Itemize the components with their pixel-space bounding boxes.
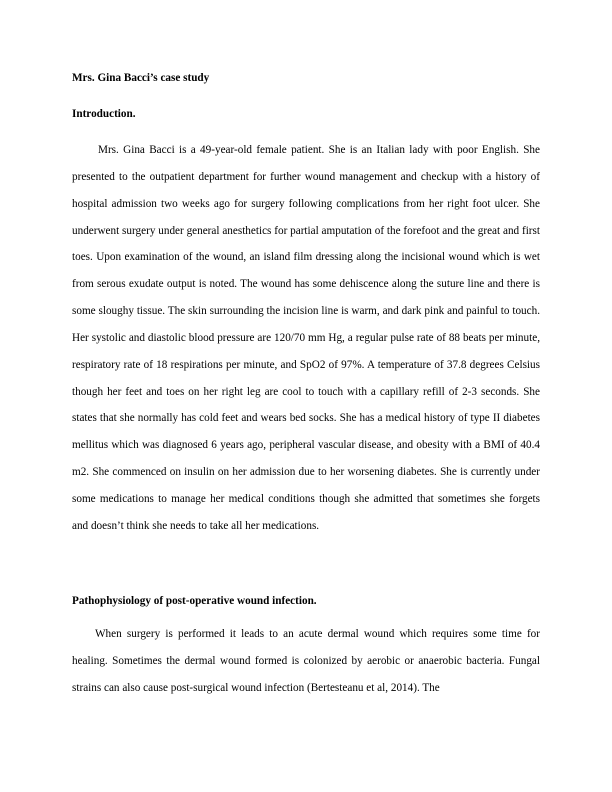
section-heading-pathophysiology: Pathophysiology of post-operative wound infection. — [72, 595, 317, 607]
section-heading-introduction: Introduction. — [72, 108, 136, 120]
document-title: Mrs. Gina Bacci’s case study — [72, 72, 210, 84]
pathophysiology-paragraph: When surgery is performed it leads to an acute dermal wound which requires some time for healing. Sometimes the dermal wound formed is colonized by aerobic or anaerobic bacteria. Fungal strains can also cause post-surgical wound infection (Bertesteanu et al, 2014). The — [72, 628, 540, 694]
introduction-paragraph: Mrs. Gina Bacci is a 49-year-old female patient. She is an Italian lady with poor English. She presented to the outpatient department for further wound management and checkup with a history of hospital admission two weeks ago for surgery following complications from her right foot ulcer. She underwent surgery under general anesthetics for partial amputation of the forefoot and the great and first toes. Upon examination of the wound, an island film dressing along the incisional wound which is wet from serous exudate output is noted. The wound has some dehiscence along the suture line and there is some sloughy tissue. The skin surrounding the incision line is warm, and dark pink and painful to touch. Her systolic and diastolic blood pressure are 120/70 mm Hg, a regular pulse rate of 88 beats per minute, respiratory rate of 18 respirations per minute, and SpO2 of 97%. A temperature of 37.8 degrees Celsius though her feet and toes on her right leg are cool to touch with a capillary refill of 2-3 seconds. She states that she normally has cold feet and wears bed socks. She has a medical history of type II diabetes mellitus which was diagnosed 6 years ago, peripheral vascular disease, and obesity with a BMI of 40.4 m2. She commenced on insulin on her admission due to her worsening diabetes. She is currently under some medications to manage her medical conditions though she admitted that sometimes she forgets and doesn’t think she needs to take all her medications. — [72, 144, 540, 532]
